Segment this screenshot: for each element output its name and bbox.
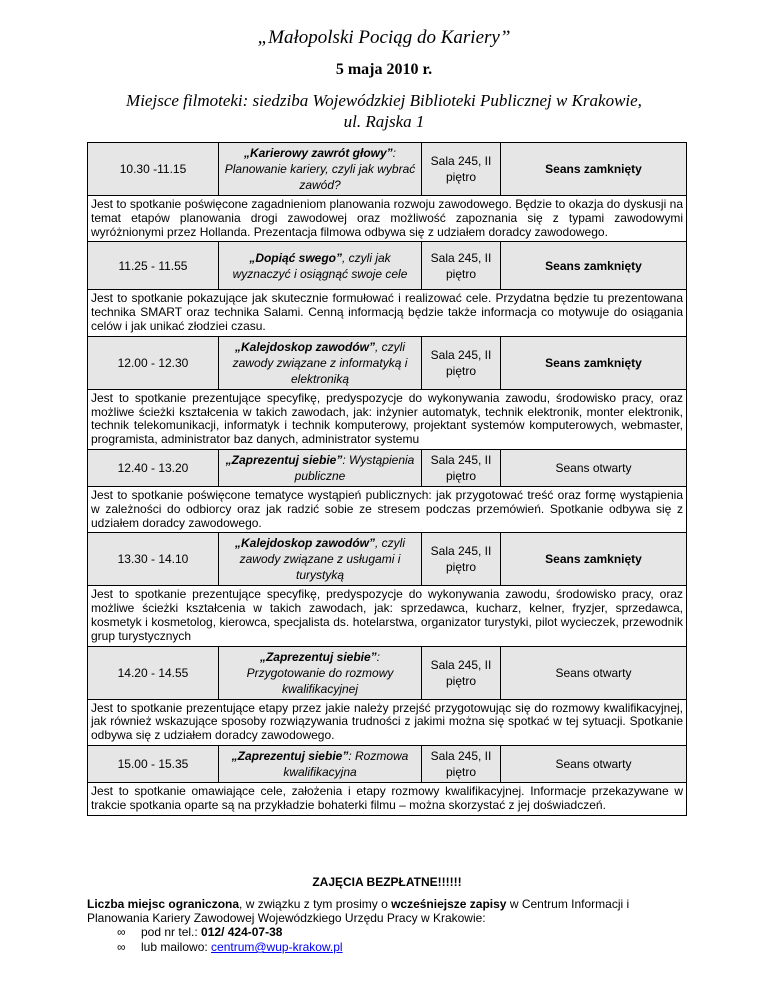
session-description: Jest to spotkanie poświęcone tematyce wystąpień publicznych: jak przygotować treść oraz formę wystąpienia w zależności do odbiorcy oraz jak radzić sobie ze stresem podczas przemówień. Spotkanie odbywa się z udziałem doradcy zawodowego. xyxy=(88,486,687,532)
session-description: Jest to spotkanie omawiające cele, założenia i etapy rozmowy kwalifikacyjnej. Informacje przekazywane w trakcie spotkania oparte są na przykładzie bohaterki filmu – można skorzystać z jej doświadczeń. xyxy=(88,782,687,815)
event-date: 5 maja 2010 r. xyxy=(335,61,433,78)
contact-phone xyxy=(87,925,687,940)
session-status: Seans otwarty xyxy=(501,745,687,782)
registration-text xyxy=(87,897,687,925)
event-location xyxy=(0,90,768,132)
email-prefix: lub mailowo: xyxy=(141,940,212,954)
infinity-bullet-icon: ∞ xyxy=(117,925,126,939)
contact-list xyxy=(87,925,687,955)
session-description-row xyxy=(88,196,687,242)
session-title-rest: : Planowanie kariery, czyli jak wybrać zawód? xyxy=(224,146,416,192)
session-title xyxy=(219,533,422,586)
schedule-table xyxy=(87,142,687,816)
session-room: Sala 245, II piętro xyxy=(422,745,501,782)
session-room: Sala 245, II piętro xyxy=(422,449,501,486)
contact-email xyxy=(87,940,687,955)
session-description-row xyxy=(88,782,687,815)
document-title: „Małopolski Pociąg do Kariery” xyxy=(257,27,511,48)
location-line-1: Miejsce filmoteki: siedziba Wojewódzkiej Biblioteki Publicznej w Krakowie, xyxy=(126,91,642,110)
session-title-main: „Zaprezentuj siebie” xyxy=(225,452,343,467)
session-room: Sala 245, II piętro xyxy=(422,143,501,196)
session-title-main: „Zaprezentuj siebie” xyxy=(231,748,349,763)
session-description-row xyxy=(88,586,687,646)
infinity-bullet-icon: ∞ xyxy=(117,940,126,954)
session-time: 11.25 - 11.55 xyxy=(88,242,219,290)
session-status: Seans zamknięty xyxy=(501,533,687,586)
session-row xyxy=(88,143,687,196)
session-title-main: „Karierowy zawrót głowy” xyxy=(243,146,393,160)
session-row xyxy=(88,745,687,782)
session-title-main: „Zaprezentuj siebie” xyxy=(259,649,377,664)
session-description: Jest to spotkanie poświęcone zagadnieniom planowania rozwoju zawodowego. Będzie to okazja do dyskusji na temat etapów planowania drogi zawodowej oraz możliwość zapoznania się z typami zawodowymi wyróżnionymi przez Hollanda. Prezentacja filmowa odbywa się z udziałem doradcy zawodowego. xyxy=(88,196,687,242)
session-title xyxy=(219,449,422,486)
registration-text-1: , w związku z tym prosimy o xyxy=(239,897,392,911)
session-description: Jest to spotkanie prezentujące specyfikę, predyspozycje do wykonywania zawodu, środowisko pracy, oraz możliwe ścieżki kształcenia w takich zawodach, jak: sprzedawca, kucharz, kelner, fryzjer, sprzedawca, kosmetyk i kosmetolog, kierowca, specjalista ds. hotelarstwa, organizator turystyki, pilot wycieczek, przewodnik grup turystycznych xyxy=(88,586,687,646)
session-title xyxy=(219,646,422,699)
location-line-2: ul. Rajska 1 xyxy=(343,112,425,131)
session-time: 12.40 - 13.20 xyxy=(88,449,219,486)
session-status: Seans zamknięty xyxy=(501,242,687,290)
session-row xyxy=(88,242,687,290)
session-row xyxy=(88,336,687,389)
session-title-main: „Kalejdoskop zawodów” xyxy=(234,339,375,354)
session-status: Seans otwarty xyxy=(501,646,687,699)
phone-prefix: pod nr tel.: xyxy=(141,925,202,939)
session-description-row xyxy=(88,486,687,532)
session-description-row xyxy=(88,699,687,745)
session-title xyxy=(219,336,422,389)
session-description-row xyxy=(88,389,687,449)
session-title xyxy=(219,745,422,782)
session-description: Jest to spotkanie prezentujące etapy przez jakie należy przejść przygotowując się do rozmowy kwalifikacyjnej, jak również wskazujące sposoby rozwiązywania trudności z jakimi można się spotkać w tej sytuacji. Spotkanie odbywa się z udziałem doradcy zawodowego. xyxy=(88,699,687,745)
limited-seats-text: Liczba miejsc ograniczona xyxy=(87,897,240,911)
session-description: Jest to spotkanie pokazujące jak skutecznie formułować i realizować cele. Przydatna będzie tu prezentowana technika SMART oraz technika Salami. Cenną informacją będzie także informacja co motywuje do osiągania celów i jak unikać złodziei czasu. xyxy=(88,290,687,336)
session-title-rest: : Wystąpienia publiczne xyxy=(294,452,415,483)
session-room: Sala 245, II piętro xyxy=(422,533,501,586)
session-time: 15.00 - 15.35 xyxy=(88,745,219,782)
session-room: Sala 245, II piętro xyxy=(422,646,501,699)
session-title-main: „Kalejdoskop zawodów” xyxy=(234,536,375,551)
session-title-rest: : Przygotowanie do rozmowy kwalifikacyjnej xyxy=(246,649,394,696)
session-status: Seans otwarty xyxy=(501,449,687,486)
session-title-rest: , czyli zawody związane z informatyką i elektroniką xyxy=(232,339,408,386)
session-status: Seans zamknięty xyxy=(501,143,687,196)
email-link[interactable]: centrum@wup-krakow.pl xyxy=(211,940,343,954)
early-registration-text: wcześniejsze zapisy xyxy=(391,897,507,911)
session-title-rest: , czyli jak wyznaczyć i osiągnąć swoje cele xyxy=(232,250,408,281)
free-notice: ZAJĘCIA BEZPŁATNE!!!!!! xyxy=(312,875,462,889)
session-title-rest: , czyli zawody związane z usługami i turystyką xyxy=(239,536,405,583)
phone-number: 012/ 424-07-38 xyxy=(201,925,283,939)
session-time: 10.30 -11.15 xyxy=(88,143,219,196)
session-title xyxy=(219,143,422,196)
session-description-row xyxy=(88,290,687,336)
session-time: 14.20 - 14.55 xyxy=(88,646,219,699)
session-row xyxy=(88,646,687,699)
session-room: Sala 245, II piętro xyxy=(422,336,501,389)
session-title xyxy=(219,242,422,290)
session-title-rest: : Rozmowa kwalifikacyjna xyxy=(283,748,409,779)
session-time: 13.30 - 14.10 xyxy=(88,533,219,586)
session-row xyxy=(88,449,687,486)
session-title-main: „Dopiąć swego” xyxy=(249,250,342,265)
registration-text-2: w Centrum Informacji i Planowania Kariery Zawodowej Wojewódzkiego Urzędu Pracy w Krakowie: xyxy=(87,897,630,925)
session-row xyxy=(88,533,687,586)
session-description: Jest to spotkanie prezentujące specyfikę, predyspozycje do wykonywania zawodu, środowisko pracy, oraz możliwe ścieżki kształcenia w takich zawodach, jak: inżynier automatyk, technik elektronik, monter elektronik, technik telekomunikacji, informatyk i technik komputerowy, projektant systemów komputerowych, webmaster, programista, administrator baz danych, administrator systemu xyxy=(88,389,687,449)
session-time: 12.00 - 12.30 xyxy=(88,336,219,389)
session-status: Seans zamknięty xyxy=(501,336,687,389)
registration-info xyxy=(87,897,687,955)
session-room: Sala 245, II piętro xyxy=(422,242,501,290)
